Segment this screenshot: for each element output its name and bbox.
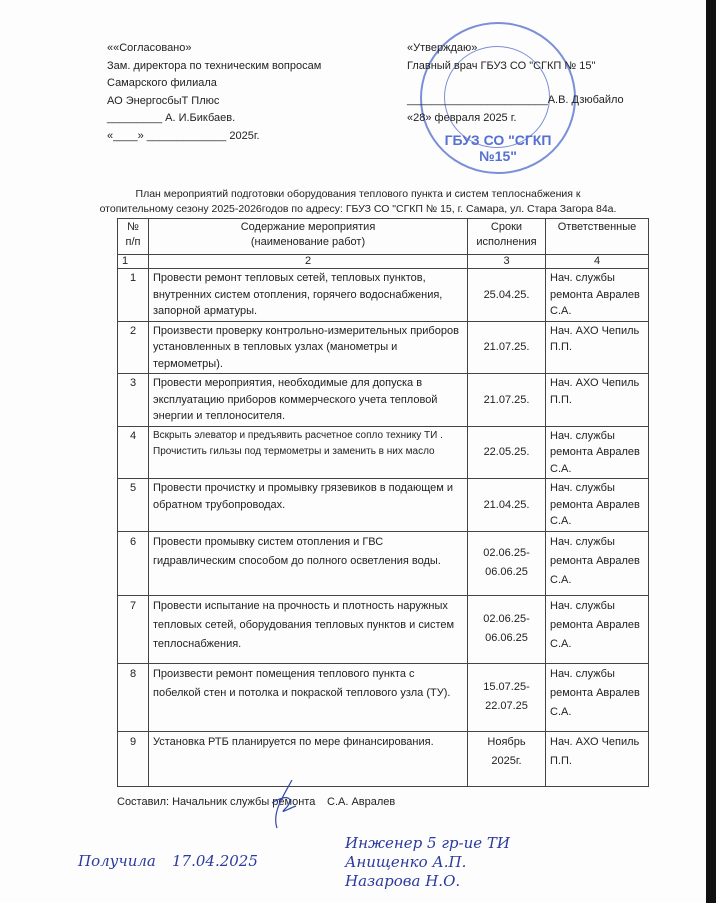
approval-line: _________ А. И.Бикбаев. xyxy=(107,112,236,124)
date-cell: 21.07.25. xyxy=(468,321,546,374)
row-number: 6 xyxy=(118,531,149,595)
row-number: 3 xyxy=(118,374,149,427)
table-row xyxy=(118,269,649,322)
table-row xyxy=(118,374,649,427)
approval-line: «____» _____________ 2025г. xyxy=(107,129,260,142)
responsible-cell: Нач. службы ремонта Авралев С.А. xyxy=(546,531,649,595)
date-cell: 15.07.25- 22.07.25 xyxy=(468,663,546,731)
approval-line: «Утверждаю» xyxy=(407,42,478,54)
handwritten-line-1: Инженер 5 гр-ие ТИ xyxy=(345,834,510,852)
stamp-center-text: ГБУЗ СО "СГКП №15" xyxy=(444,132,552,164)
row-number: 2 xyxy=(118,321,149,374)
task-cell: Установка РТБ планируется по мере финансирования. xyxy=(149,731,468,786)
document-title xyxy=(0,187,716,217)
table-row xyxy=(118,595,649,663)
table-header-row xyxy=(118,219,649,255)
date-cell: 02.06.25- 06.06.25 xyxy=(468,531,546,595)
task-cell: Провести промывку систем отопления и ГВС гидравлическим способом до полного осветления воды. xyxy=(149,531,468,595)
responsible-cell: Нач. службы ремонта Авралев С.А. xyxy=(546,663,649,731)
date-cell: 21.07.25. xyxy=(468,374,546,427)
plan-table xyxy=(117,218,649,787)
signature-mark xyxy=(262,778,312,833)
column-header: Содержание мероприятия (наименование работ) xyxy=(149,219,468,255)
title-line-2: отопительному сезону 2025-2026годов по адресу: ГБУЗ СО "СГКП № 15, г. Самара, ул. Стара Загора 84а. xyxy=(99,203,617,215)
responsible-cell: Нач. службы ремонта Авралев С.А. xyxy=(546,479,649,532)
table-row xyxy=(118,321,649,374)
approval-line: АО ЭнергосбыТ Плюс xyxy=(107,94,220,107)
task-cell: Вскрыть элеватор и предъявить расчетное сопло технику ТИ . Прочистить гильзы под термометры и заменить в них масло xyxy=(149,426,468,479)
task-cell: Произвести ремонт помещения теплового пункта с побелкой стен и потолка и покраской теплового узла (ТУ). xyxy=(149,663,468,731)
responsible-cell: Нач. службы ремонта Авралев С.А. xyxy=(546,426,649,479)
responsible-cell: Нач. АХО Чепиль П.П. xyxy=(546,321,649,374)
column-header: Ответственные xyxy=(546,219,649,255)
scan-edge xyxy=(706,0,716,903)
table-row xyxy=(118,731,649,786)
handwritten-received: Получила xyxy=(78,852,156,870)
approval-line: Самарского филиала xyxy=(107,77,217,89)
column-header: № п/п xyxy=(118,219,149,255)
row-number: 4 xyxy=(118,426,149,479)
handwritten-date: 17.04.2025 xyxy=(172,852,258,870)
column-number: 3 xyxy=(468,255,546,269)
title-line-1: План мероприятий подготовки оборудования теплового пункта и систем теплоснабжения к xyxy=(135,188,581,200)
table-row xyxy=(118,531,649,595)
row-number: 7 xyxy=(118,595,149,663)
table-row xyxy=(118,426,649,479)
approval-line: _______________________А.В. Дзюбайло xyxy=(407,94,624,106)
date-cell: Ноябрь 2025г. xyxy=(468,731,546,786)
column-number: 2 xyxy=(149,255,468,269)
compiled-label: Составил: Начальник службы ремонта xyxy=(117,796,316,808)
table-row xyxy=(118,663,649,731)
row-number: 5 xyxy=(118,479,149,532)
date-cell: 25.04.25. xyxy=(468,269,546,322)
task-cell: Провести испытание на прочность и плотность наружных тепловых сетей, оборудования тепловых пунктов и систем теплоснабжения. xyxy=(149,595,468,663)
approval-left-block xyxy=(107,40,321,145)
approval-line: ««Согласовано» xyxy=(107,42,192,54)
task-cell: Провести прочистку и промывку грязевиков в подающем и обратном трубопроводах. xyxy=(149,479,468,532)
responsible-cell: Нач. АХО Чепиль П.П. xyxy=(546,374,649,427)
approval-right-block xyxy=(407,40,624,127)
handwritten-line-2: Анищенко А.П. xyxy=(345,853,467,871)
column-header: Сроки исполнения xyxy=(468,219,546,255)
column-number-row xyxy=(118,255,649,269)
task-cell: Провести ремонт тепловых сетей, тепловых пунктов, внутренних систем отопления, горячего водоснабжения, запорной арматуры. xyxy=(149,269,468,322)
compiled-name: С.А. Авралев xyxy=(327,796,396,808)
approval-line: Главный врач ГБУЗ СО "СГКП № 15" xyxy=(407,59,596,72)
responsible-cell: Нач. АХО Чепиль П.П. xyxy=(546,731,649,786)
date-cell: 02.06.25- 06.06.25 xyxy=(468,595,546,663)
responsible-cell: Нач. службы ремонта Авралев С.А. xyxy=(546,269,649,322)
responsible-cell: Нач. службы ремонта Авралев С.А. xyxy=(546,595,649,663)
date-cell: 22.05.25. xyxy=(468,426,546,479)
column-number: 1 xyxy=(118,255,149,269)
table-row xyxy=(118,479,649,532)
task-cell: Произвести проверку контрольно-измерительных приборов установленных в тепловых узлах (манометры и термометры). xyxy=(149,321,468,374)
date-cell: 21.04.25. xyxy=(468,479,546,532)
approval-line: «28» февраля 2025 г. xyxy=(407,111,517,124)
approval-line: Зам. директора по техническим вопросам xyxy=(107,59,322,72)
column-number: 4 xyxy=(546,255,649,269)
handwritten-line-3: Назарова Н.О. xyxy=(345,872,461,890)
task-cell: Провести мероприятия, необходимые для допуска в эксплуатацию приборов коммерческого учета тепловой энергии и теплоносителя. xyxy=(149,374,468,427)
row-number: 1 xyxy=(118,269,149,322)
row-number: 9 xyxy=(118,731,149,786)
row-number: 8 xyxy=(118,663,149,731)
